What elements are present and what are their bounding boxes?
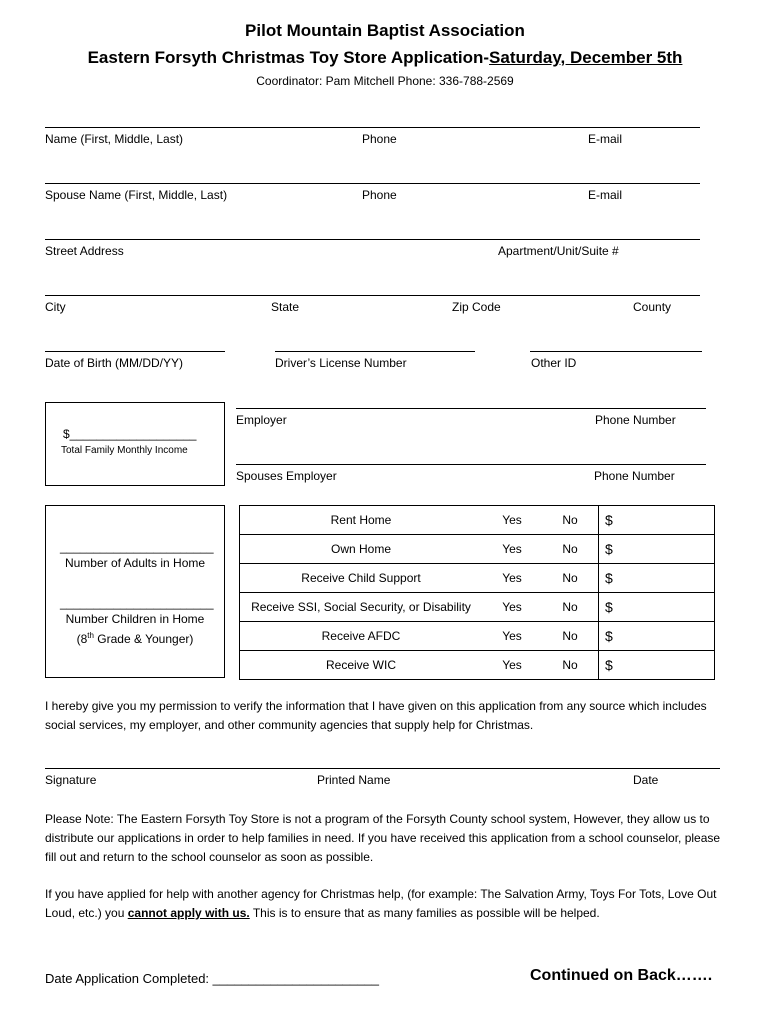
employer-phone-label: Phone Number xyxy=(595,413,676,427)
date-label: Date xyxy=(633,773,659,787)
name-line[interactable] xyxy=(45,127,700,128)
amount-field[interactable]: $ xyxy=(599,593,715,622)
license-label: Driver’s License Number xyxy=(275,356,407,370)
cannot-apply-text: cannot apply with us. xyxy=(127,906,250,920)
form-title xyxy=(0,48,770,68)
benefit-label: Receive Child Support xyxy=(240,564,483,593)
license-line[interactable] xyxy=(275,351,475,352)
adults-field[interactable]: _______________________ xyxy=(60,540,214,554)
city-label: City xyxy=(45,300,66,314)
yes-option[interactable]: Yes xyxy=(482,506,542,535)
no-option[interactable]: No xyxy=(542,593,599,622)
benefit-label: Own Home xyxy=(240,535,483,564)
no-option[interactable]: No xyxy=(542,564,599,593)
spouse-employer-phone-label: Phone Number xyxy=(594,469,675,483)
spouse-email-label: E-mail xyxy=(588,188,623,202)
apt-label: Apartment/Unit/Suite # xyxy=(498,244,619,258)
form-title-date: Saturday, December 5th xyxy=(489,48,683,67)
grade-sup: th xyxy=(87,631,94,640)
spouse-name-line[interactable] xyxy=(45,183,700,184)
table-row xyxy=(240,651,715,680)
signature-line[interactable] xyxy=(45,768,720,769)
no-option[interactable]: No xyxy=(542,622,599,651)
no-option[interactable]: No xyxy=(542,506,599,535)
benefit-label: Receive AFDC xyxy=(240,622,483,651)
yes-option[interactable]: Yes xyxy=(482,622,542,651)
grade-label xyxy=(45,631,225,646)
benefits-table xyxy=(239,505,715,680)
other-id-label: Other ID xyxy=(531,356,577,370)
other-agency-pre: If you have applied for help with another agency for Christmas help, (for example: The Salvation Army, Toys For Tots, Love Out Loud, etc.) you xyxy=(45,887,717,920)
spouse-phone-label: Phone xyxy=(362,188,397,202)
benefit-label: Receive WIC xyxy=(240,651,483,680)
employer-label: Employer xyxy=(236,413,287,427)
income-label: Total Family Monthly Income xyxy=(61,445,188,456)
amount-field[interactable]: $ xyxy=(599,564,715,593)
no-option[interactable]: No xyxy=(542,535,599,564)
name-label: Name (First, Middle, Last) xyxy=(45,132,184,146)
adults-label: Number of Adults in Home xyxy=(64,556,206,570)
income-field[interactable]: $___________________ xyxy=(63,427,197,441)
benefit-label: Rent Home xyxy=(240,506,483,535)
street-label: Street Address xyxy=(45,244,124,258)
other-agency-text xyxy=(45,885,725,923)
grade-pre: (8 xyxy=(76,632,88,646)
street-line[interactable] xyxy=(45,239,700,240)
household-box xyxy=(45,505,225,678)
employer-line[interactable] xyxy=(236,408,706,409)
children-field[interactable]: _______________________ xyxy=(60,596,214,610)
city-line[interactable] xyxy=(45,295,700,296)
amount-field[interactable]: $ xyxy=(599,651,715,680)
yes-option[interactable]: Yes xyxy=(482,651,542,680)
other-agency-post: This is to ensure that as many families as possible will be helped. xyxy=(249,906,600,920)
amount-field[interactable]: $ xyxy=(599,535,715,564)
date-completed-field[interactable]: Date Application Completed: _______________________ xyxy=(45,971,379,986)
table-row xyxy=(240,593,715,622)
no-option[interactable]: No xyxy=(542,651,599,680)
printed-name-label: Printed Name xyxy=(317,773,391,787)
children-label: Number Children in Home xyxy=(65,612,205,626)
dob-line[interactable] xyxy=(45,351,225,352)
dob-label: Date of Birth (MM/DD/YY) xyxy=(45,356,184,370)
table-row xyxy=(240,535,715,564)
amount-field[interactable]: $ xyxy=(599,622,715,651)
spouse-employer-label: Spouses Employer xyxy=(236,469,337,483)
amount-field[interactable]: $ xyxy=(599,506,715,535)
permission-text: I hereby give you my permission to verify the information that I have given on this application from any source which includes social services, my employer, and other community agencies that supply help for Christmas. xyxy=(45,699,707,732)
state-label: State xyxy=(271,300,300,314)
signature-label: Signature xyxy=(45,773,97,787)
zip-label: Zip Code xyxy=(452,300,501,314)
phone-label: Phone xyxy=(362,132,397,146)
yes-option[interactable]: Yes xyxy=(482,535,542,564)
grade-post: Grade & Younger) xyxy=(93,632,194,646)
email-label: E-mail xyxy=(588,132,623,146)
continued-on-back: Continued on Back……. xyxy=(530,967,713,984)
yes-option[interactable]: Yes xyxy=(482,593,542,622)
income-box[interactable] xyxy=(45,402,225,486)
benefit-label: Receive SSI, Social Security, or Disability xyxy=(240,593,483,622)
org-title: Pilot Mountain Baptist Association xyxy=(245,21,525,40)
county-label: County xyxy=(633,300,672,314)
other-id-line[interactable] xyxy=(530,351,702,352)
yes-option[interactable]: Yes xyxy=(482,564,542,593)
table-row xyxy=(240,564,715,593)
form-title-main: Eastern Forsyth Christmas Toy Store Application- xyxy=(87,48,490,67)
table-row xyxy=(240,506,715,535)
table-row xyxy=(240,622,715,651)
note-text: Please Note: The Eastern Forsyth Toy Store is not a program of the Forsyth County school system, However, they allow us to distribute our applications in order to help families in need. If you have received this application from a school counselor, please fill out and return to the school counselor as soon as possible. xyxy=(45,812,721,864)
spouse-employer-line[interactable] xyxy=(236,464,706,465)
coordinator-info: Coordinator: Pam Mitchell Phone: 336-788-2569 xyxy=(256,74,514,88)
spouse-name-label: Spouse Name (First, Middle, Last) xyxy=(45,188,228,202)
